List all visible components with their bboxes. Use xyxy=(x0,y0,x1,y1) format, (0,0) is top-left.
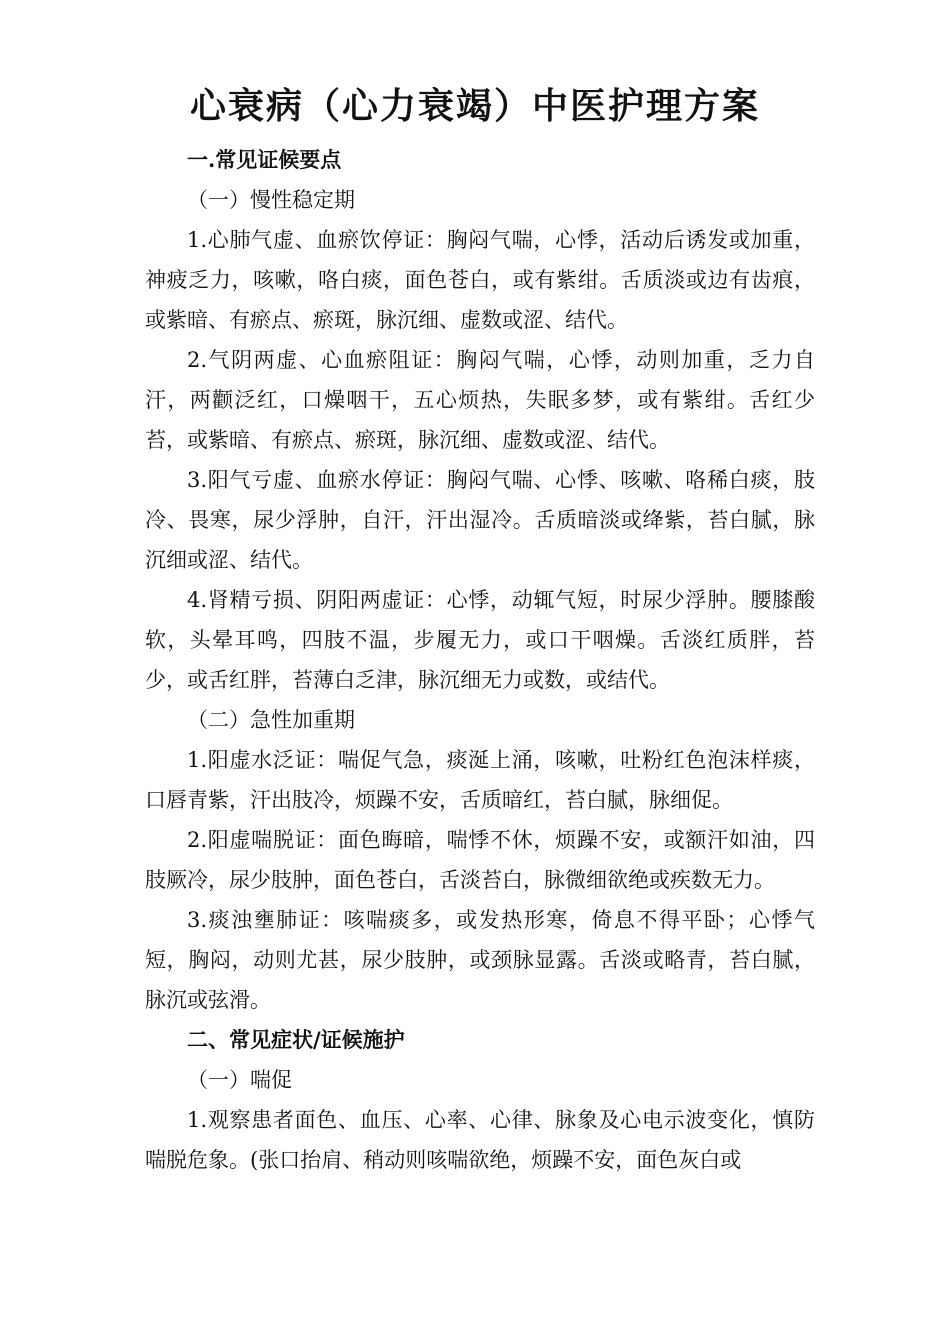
paragraph: 1.观察患者面色、血压、心率、心律、脉象及心电示波变化，慎防喘脱危象。(张口抬肩、稍动则咳喘欲绝，烦躁不安，面色灰白或 xyxy=(145,1108,815,1172)
subsection-heading: （一）喘促 xyxy=(187,1068,292,1092)
paragraph: 4.肾精亏损、阴阳两虚证：心悸，动辄气短，时尿少浮肿。腰膝酸软，头晕耳鸣，四肢不温，步履无力，或口干咽燥。舌淡红质胖，苔少，或舌红胖，苔薄白乏津，脉沉细无力或数，或结代。 xyxy=(145,588,815,692)
subsection-heading: （一）慢性稳定期 xyxy=(187,188,355,212)
document-body xyxy=(145,140,815,1180)
paragraph: 2.阳虚喘脱证：面色晦暗，喘悸不休，烦躁不安，或额汗如油，四肢厥冷，尿少肢肿，面色苍白，舌淡苔白，脉微细欲绝或疾数无力。 xyxy=(145,828,815,892)
paragraph: 3.阳气亏虚、血瘀水停证：胸闷气喘、心悸、咳嗽、咯稀白痰，肢冷、畏寒，尿少浮肿，自汗，汗出湿冷。舌质暗淡或绛紫，苔白腻，脉沉细或涩、结代。 xyxy=(145,468,815,572)
paragraph: 1.心肺气虚、血瘀饮停证：胸闷气喘，心悸，活动后诱发或加重，神疲乏力，咳嗽，咯白痰，面色苍白，或有紫绀。舌质淡或边有齿痕，或紫暗、有瘀点、瘀斑，脉沉细、虚数或涩、结代。 xyxy=(145,228,815,332)
paragraph: 3.痰浊壅肺证：咳喘痰多，或发热形寒，倚息不得平卧；心悸气短，胸闷，动则尤甚，尿少肢肿，或颈脉显露。舌淡或略青，苔白腻，脉沉或弦滑。 xyxy=(145,908,815,1012)
paragraph: 2.气阴两虚、心血瘀阻证：胸闷气喘，心悸，动则加重，乏力自汗，两颧泛红，口燥咽干，五心烦热，失眠多梦，或有紫绀。舌红少苔，或紫暗、有瘀点、瘀斑，脉沉细、虚数或涩、结代。 xyxy=(145,348,815,452)
section-heading: 一.常见证候要点 xyxy=(187,147,342,172)
paragraph: 1.阳虚水泛证：喘促气急，痰涎上涌，咳嗽，吐粉红色泡沫样痰，口唇青紫，汗出肢冷，烦躁不安，舌质暗红，苔白腻，脉细促。 xyxy=(145,748,815,812)
section-heading: 二、常见症状/证候施护 xyxy=(187,1027,405,1052)
document-title: 心衰病（心力衰竭）中医护理方案 xyxy=(189,85,760,127)
subsection-heading: （二）急性加重期 xyxy=(187,708,355,732)
